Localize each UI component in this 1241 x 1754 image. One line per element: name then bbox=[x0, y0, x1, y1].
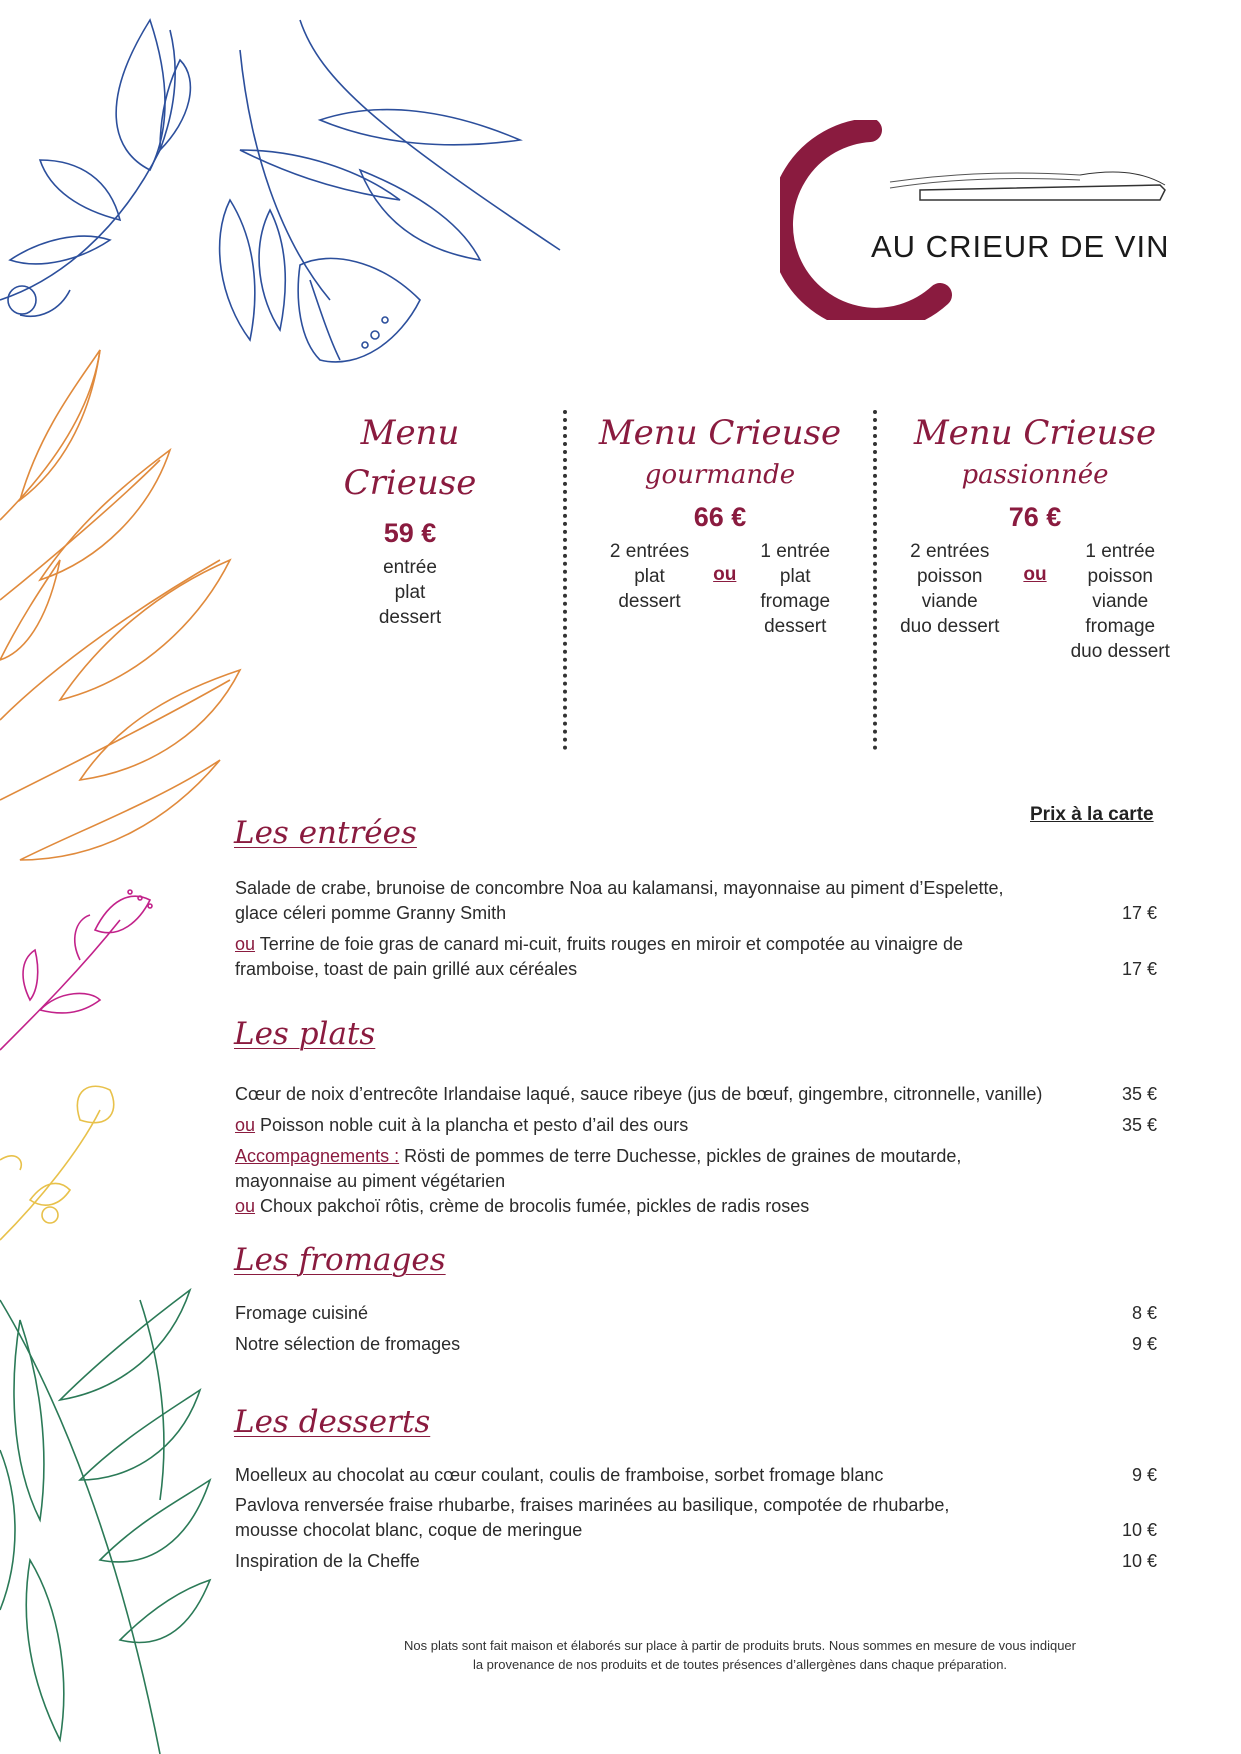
menu-line: fromage bbox=[760, 591, 831, 612]
menu-line: viande bbox=[921, 591, 978, 612]
menu-line: plat bbox=[394, 582, 426, 603]
item-text: Salade de crabe, brunoise de concombre Noa au kalamansi, mayonnaise au piment d’Espelette, glace céleri pomme Granny Smith bbox=[235, 878, 1004, 923]
menu-title: Menu Crieuse bbox=[913, 413, 1157, 453]
menu-line: duo dessert bbox=[1070, 641, 1170, 662]
menu-item bbox=[235, 932, 1157, 982]
menu-line: dessert bbox=[618, 591, 681, 612]
section-title-entrees: Les entrées bbox=[234, 815, 417, 851]
item-or: ou bbox=[235, 1196, 256, 1216]
menu-option-right bbox=[760, 539, 830, 639]
logo-graphic bbox=[780, 120, 1180, 320]
menu-or: ou bbox=[713, 564, 737, 585]
menu-item bbox=[235, 1463, 1157, 1488]
menu-separator bbox=[873, 410, 877, 750]
item-price: 35 € bbox=[1121, 1084, 1157, 1104]
section-title-desserts: Les desserts bbox=[234, 1404, 431, 1440]
accompagnements-label: Accompagnements : bbox=[235, 1146, 400, 1166]
menu-price: 76 € bbox=[1008, 502, 1062, 532]
menu-line: dessert bbox=[764, 616, 827, 637]
menu-line: 1 entrée bbox=[1085, 541, 1156, 562]
item-text: Notre sélection de fromages bbox=[235, 1334, 461, 1354]
menu-subtitle: gourmande bbox=[644, 460, 796, 490]
menu-line: plat bbox=[779, 566, 811, 587]
menu-crieuse-passionnee bbox=[890, 408, 1180, 664]
menu-item bbox=[235, 1082, 1157, 1107]
menu-line: viande bbox=[1092, 591, 1149, 612]
menu-option-left bbox=[900, 539, 999, 639]
item-text: Fromage cuisiné bbox=[235, 1303, 369, 1323]
menu-line: 2 entrées bbox=[609, 541, 690, 562]
item-or: ou bbox=[235, 934, 256, 954]
menu-line: entrée bbox=[383, 557, 437, 578]
prix-a-la-carte-label: Prix à la carte bbox=[1030, 804, 1154, 825]
section-title-plats: Les plats bbox=[234, 1016, 376, 1052]
menu-line: 2 entrées bbox=[910, 541, 990, 562]
item-price: 35 € bbox=[1121, 1115, 1157, 1135]
menu-line: plat bbox=[634, 566, 665, 587]
item-text: Cœur de noix d’entrecôte Irlandaise laqué, sauce ribeye (jus de bœuf, gingembre, citronnelle, vanille) bbox=[235, 1084, 1043, 1104]
item-text: Pavlova renversée fraise rhubarbe, fraises marinées au basilique, compotée de rhubarbe, mousse chocolat blanc, coque de meringue bbox=[235, 1495, 950, 1540]
menu-or: ou bbox=[1023, 564, 1047, 585]
menu-title: Menu Crieuse bbox=[343, 413, 477, 503]
item-price: 17 € bbox=[1121, 903, 1157, 923]
menu-option-right bbox=[1071, 539, 1170, 664]
menu-crieuse bbox=[290, 408, 530, 630]
menu-line: poisson bbox=[916, 566, 983, 587]
item-text: Terrine de foie gras de canard mi-cuit, fruits rouges en miroir et compotée au vinaigre de framboise, toast de pain grillé aux céréales bbox=[235, 934, 964, 979]
item-price: 10 € bbox=[1121, 1551, 1157, 1571]
menu-price: 59 € bbox=[383, 518, 437, 548]
brand-name: AU CRIEUR DE VIN bbox=[871, 229, 1170, 264]
menu-item bbox=[235, 1332, 1157, 1357]
menu-subtitle: passionnée bbox=[961, 460, 1109, 490]
menu-item bbox=[235, 1301, 1157, 1326]
menu-line: fromage bbox=[1085, 616, 1156, 637]
menu-item bbox=[235, 1493, 1157, 1543]
item-price: 9 € bbox=[1131, 1465, 1157, 1485]
accompagnements-text: Rösti de pommes de terre Duchesse, pickles de graines de moutarde, mayonnaise au piment végétarien bbox=[235, 1146, 962, 1191]
menu-price: 66 € bbox=[693, 502, 747, 532]
menu-item bbox=[235, 876, 1157, 926]
item-or: ou bbox=[235, 1115, 256, 1135]
menu-option-left bbox=[610, 539, 689, 614]
accompagnements bbox=[235, 1144, 1157, 1219]
item-price: 8 € bbox=[1131, 1303, 1157, 1323]
menu-line: dessert bbox=[378, 607, 442, 628]
item-text: Poisson noble cuit à la plancha et pesto d’ail des ours bbox=[255, 1115, 689, 1135]
menu-line: 1 entrée bbox=[760, 541, 831, 562]
item-text: Moelleux au chocolat au cœur coulant, coulis de framboise, sorbet fromage blanc bbox=[235, 1465, 884, 1485]
footer-note: Nos plats sont fait maison et élaborés sur place à partir de produits bruts. Nous sommes en mesure de vous indiquer la provenance de nos produits et de toutes présences d’allergènes dans chaque préparation. bbox=[403, 1638, 1076, 1672]
item-price: 10 € bbox=[1121, 1520, 1157, 1540]
item-text: Inspiration de la Cheffe bbox=[235, 1551, 420, 1571]
item-price: 9 € bbox=[1131, 1334, 1157, 1354]
menu-line: poisson bbox=[1087, 566, 1153, 587]
menu-line: duo dessert bbox=[900, 616, 1000, 637]
menu-item bbox=[235, 1113, 1157, 1138]
menu-separator bbox=[563, 410, 567, 750]
menu-item bbox=[235, 1549, 1157, 1574]
item-price: 17 € bbox=[1121, 959, 1157, 979]
accompagnements-alt-text: Choux pakchoï rôtis, crème de brocolis fumée, pickles de radis roses bbox=[255, 1196, 810, 1216]
section-title-fromages: Les fromages bbox=[234, 1242, 446, 1278]
menu-title: Menu Crieuse bbox=[598, 413, 842, 453]
menu-crieuse-gourmande bbox=[585, 408, 855, 639]
